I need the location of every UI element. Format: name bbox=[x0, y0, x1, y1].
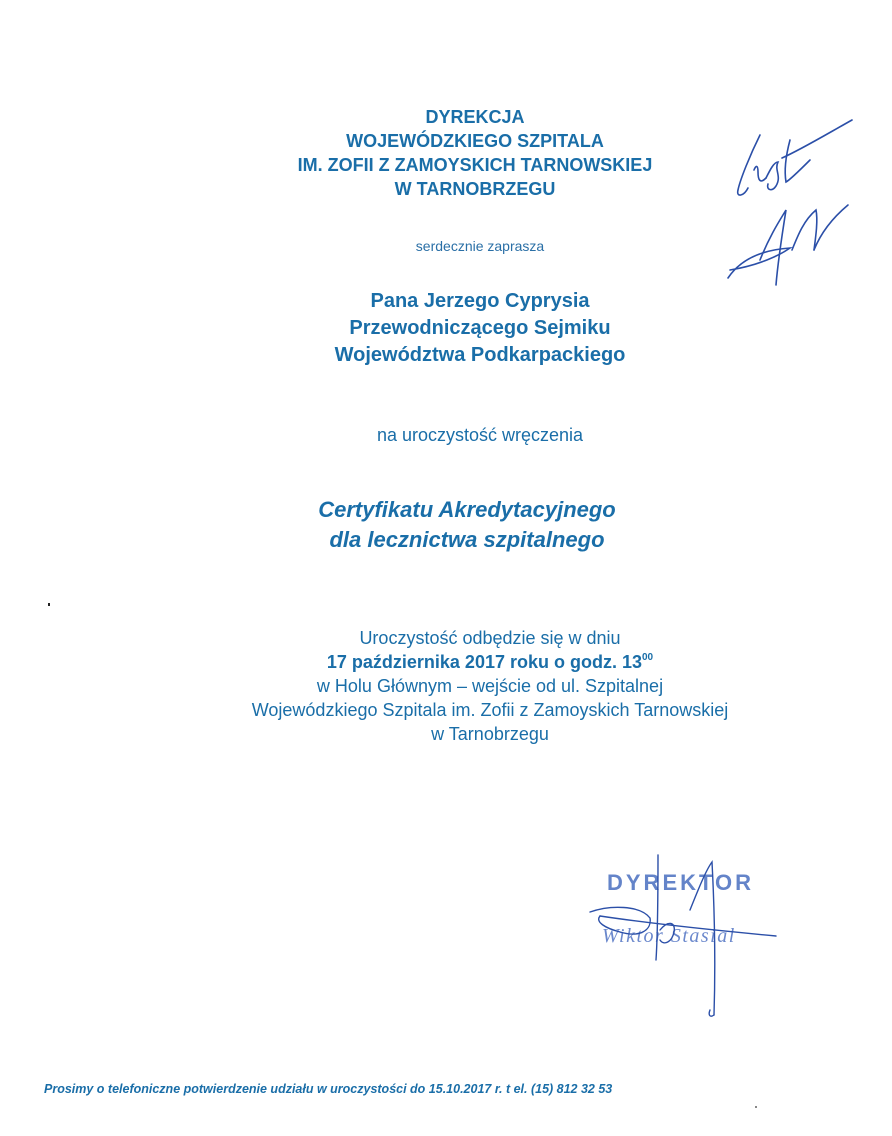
guest-name: Pana Jerzego Cyprysia bbox=[370, 290, 590, 312]
event-details bbox=[180, 626, 800, 746]
rsvp-footer: Prosimy o telefoniczne potwierdzenie udziału w uroczystości do 15.10.2017 r. t el. (15) 812 32 53 bbox=[44, 1082, 613, 1096]
handwritten-annotation bbox=[720, 110, 860, 300]
guest-title: Przewodniczącego Sejmiku bbox=[349, 317, 611, 339]
header-line-2: WOJEWÓDZKIEGO SZPITALA bbox=[346, 131, 604, 151]
certificate-line-1: Certyfikatu Akredytacyjnego bbox=[318, 497, 616, 522]
director-stamp-title: DYREKTOR bbox=[607, 870, 755, 895]
header-line-4: W TARNOBRZEGU bbox=[394, 179, 556, 199]
header-line-1: DYREKCJA bbox=[425, 107, 525, 127]
stray-mark bbox=[755, 1106, 757, 1108]
stray-mark bbox=[48, 603, 50, 606]
director-stamp-name: Wiktor Stasial bbox=[602, 925, 736, 947]
event-date bbox=[180, 650, 800, 674]
institution-header bbox=[200, 105, 750, 201]
details-line-5: w Tarnobrzegu bbox=[431, 724, 549, 744]
certificate-line-2: dla lecznictwa szpitalnego bbox=[329, 527, 605, 552]
event-date-text: 17 października 2017 roku o godz. 13 bbox=[326, 652, 642, 672]
guest-region: Województwa Podkarpackiego bbox=[334, 344, 626, 366]
certificate-title bbox=[217, 495, 717, 555]
details-line-4: Wojewódzkiego Szpitala im. Zofii z Zamoyskich Tarnowskiej bbox=[251, 700, 729, 720]
details-line-1: Uroczystość odbędzie się w dniu bbox=[359, 628, 621, 648]
details-line-3: w Holu Głównym – wejście od ul. Szpitalnej bbox=[316, 676, 664, 696]
header-line-3: IM. ZOFII Z ZAMOYSKICH TARNOWSKIEJ bbox=[297, 155, 653, 175]
guest-block bbox=[230, 288, 730, 369]
occasion-text: na uroczystość wręczenia bbox=[376, 425, 584, 445]
director-signature bbox=[580, 850, 780, 1025]
event-time-minutes: 00 bbox=[642, 652, 654, 663]
invitation-phrase: serdecznie zaprasza bbox=[415, 238, 545, 254]
